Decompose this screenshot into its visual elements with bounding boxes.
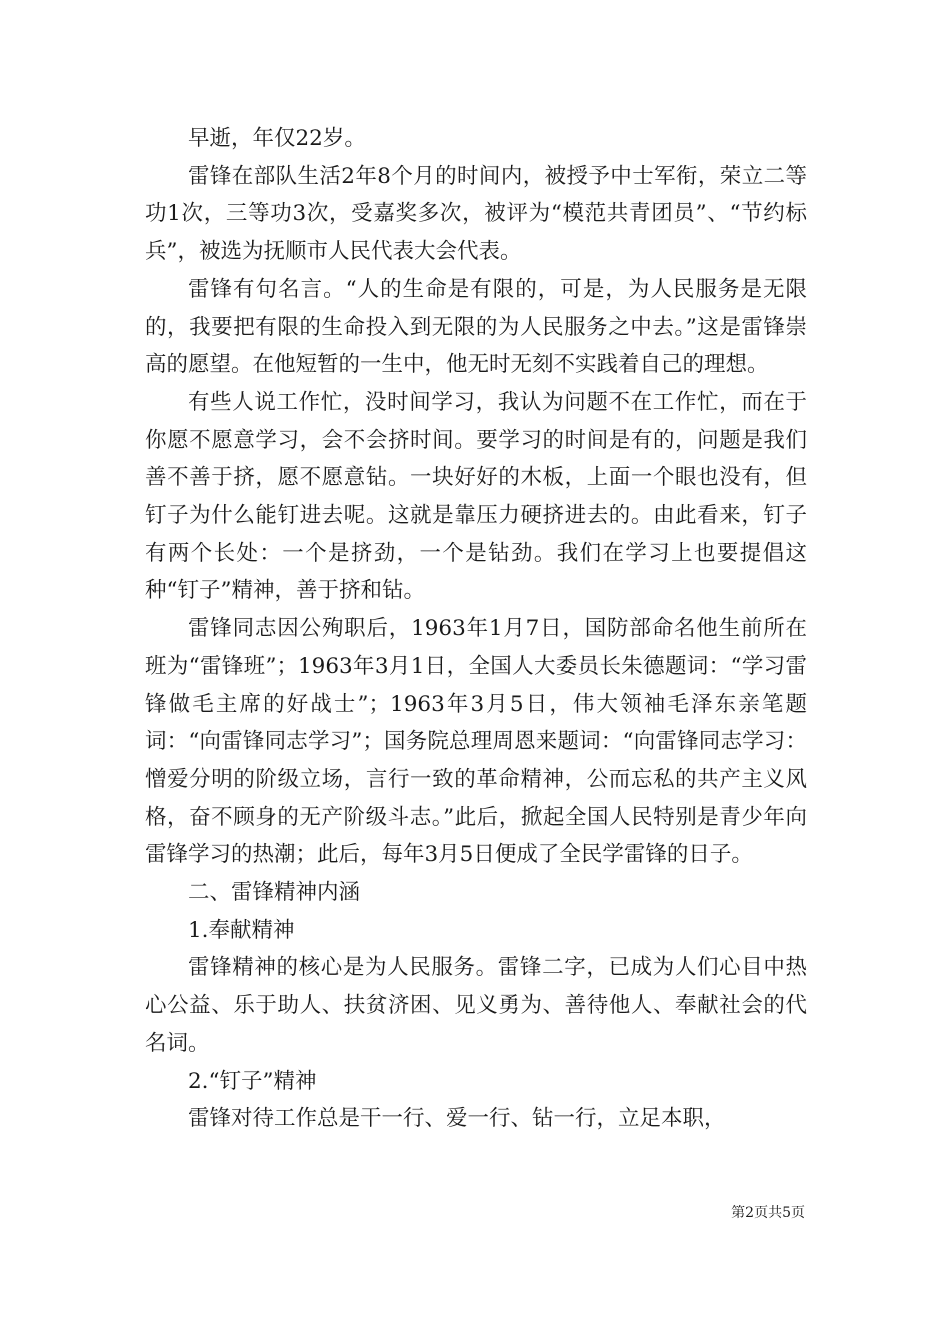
paragraph: 早逝，年仅22岁。 (188, 126, 366, 151)
paragraph: 雷锋在部队生活2年8个月的时间内，被授予中士军衔，荣立二等功1次，三等功3次，受嘉奖多次，被评为“模范共青团员”、“节约标兵”，被选为抚顺市人民代表大会代表。 (145, 163, 807, 265)
paragraph: 雷锋精神的核心是为人民服务。雷锋二字，已成为人们心目中热心公益、乐于助人、扶贫济困、见义勇为、善待他人、奉献社会的代名词。 (145, 955, 807, 1056)
subsection-heading: 2.“钉子”精神 (188, 1068, 317, 1094)
section-heading: 二、雷锋精神内涵 (188, 880, 361, 906)
document-body (145, 120, 807, 1138)
page-number: 第2页共5页 (731, 1205, 805, 1221)
paragraph: 雷锋有句名言。“人的生命是有限的，可是，为人民服务是无限的，我要把有限的生命投入到无限的为人民服务之中去。”这是雷锋崇高的愿望。在他短暂的一生中，他无时无刻不实践着自己的理想。 (145, 276, 807, 378)
paragraph: 雷锋同志因公殉职后，1963年1月7日，国防部命名他生前所在班为“雷锋班”；1963年3月1日，全国人大委员长朱德题词：“学习雷锋做毛主席的好战士”；1963年3月5日，伟大领袖毛泽东亲笔题词：“向雷锋同志学习”；国务院总理周恩来题词：“向雷锋同志学习：憎爱分明的阶级立场，言行一致的革命精神，公而忘私的共产主义风格，奋不顾身的无产阶级斗志。”此后，掀起全国人民特别是青少年向雷锋学习的热潮；此后，每年3月5日便成了全民学雷锋的日子。 (145, 616, 807, 868)
subsection-heading: 1.奉献精神 (188, 917, 295, 943)
paragraph: 雷锋对待工作总是干一行、爱一行、钻一行，立足本职， (188, 1106, 726, 1132)
paragraph: 有些人说工作忙，没时间学习，我认为问题不在工作忙，而在于你愿不愿意学习，会不会挤时间。要学习的时间是有的，问题是我们善不善于挤，愿不愿意钻。一块好好的木板，上面一个眼也没有，但钉子为什么能钉进去呢。这就是靠压力硬挤进去的。由此看来，钉子有两个长处：一个是挤劲，一个是钻劲。我们在学习上也要提倡这种“钉子”精神，善于挤和钻。 (145, 389, 807, 604)
